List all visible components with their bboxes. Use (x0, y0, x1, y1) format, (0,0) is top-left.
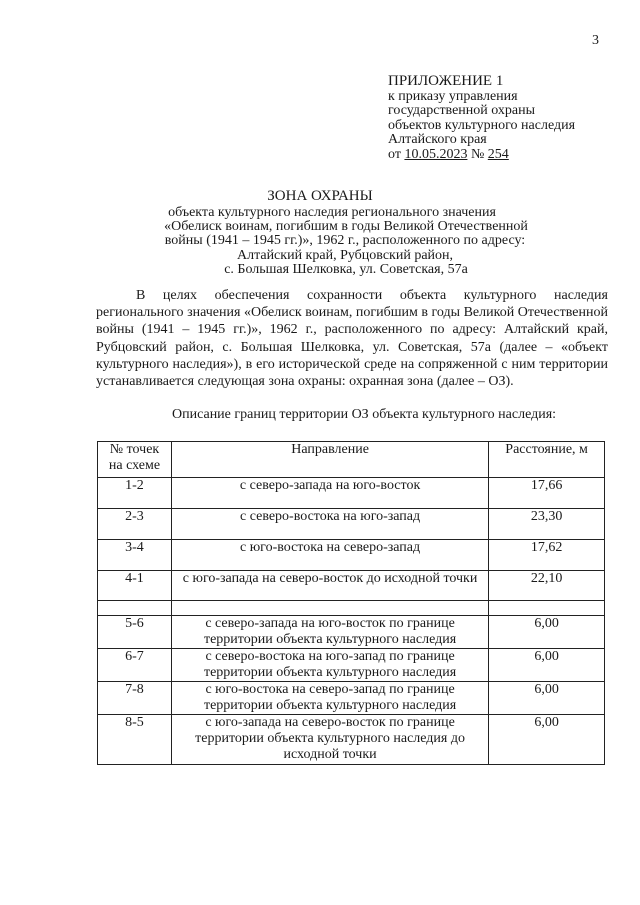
table-header-row (98, 442, 605, 478)
body-paragraph (96, 287, 608, 390)
table-row (98, 509, 605, 540)
table-row (98, 540, 605, 571)
page-number: 3 (592, 33, 599, 48)
heading-line: объекта культурного наследия регионального значения (168, 205, 496, 220)
number-sign: № (467, 146, 488, 162)
cell-points: 5-6 (98, 616, 172, 649)
header-distance: Расстояние, м (489, 442, 605, 478)
cell-direction: с северо-востока на юго-запад по границе территории объекта культурного наследия (171, 649, 488, 682)
cell-points: 4-1 (98, 571, 172, 601)
empty-cell (171, 601, 488, 616)
appendix-date-line (388, 148, 628, 163)
table-row (98, 571, 605, 601)
appendix-block (388, 74, 628, 162)
heading-line: войны (1941 – 1945 гг.)», 1962 г., расположенного по адресу: (164, 233, 526, 249)
appendix-line: объектов культурного наследия (388, 117, 576, 133)
cell-direction: с северо-запада на юго-восток по границе территории объекта культурного наследия (171, 616, 488, 649)
cell-direction: с юго-запада на северо-восток по границе территории объекта культурного наследия до исходной точки (171, 715, 488, 765)
table-row (98, 478, 605, 509)
cell-points: 7-8 (98, 682, 172, 715)
cell-distance: 6,00 (489, 682, 605, 715)
appendix-line: к приказу управления (388, 88, 518, 104)
cell-direction: с юго-востока на северо-запад (171, 540, 488, 571)
cell-distance: 6,00 (489, 616, 605, 649)
table-row (98, 616, 605, 649)
cell-points: 8-5 (98, 715, 172, 765)
cell-distance: 22,10 (489, 571, 605, 601)
table-separator-row (98, 601, 605, 616)
empty-cell (489, 601, 605, 616)
order-number: 254 (487, 146, 509, 162)
appendix-line: Алтайского края (388, 132, 487, 147)
cell-direction: с северо-востока на юго-запад (171, 509, 488, 540)
cell-distance: 17,66 (489, 478, 605, 509)
empty-cell (98, 601, 172, 616)
boundary-table (97, 441, 605, 765)
order-date: 10.05.2023 (404, 146, 468, 162)
table-row (98, 715, 605, 765)
cell-direction: с юго-запада на северо-восток до исходной точки (171, 571, 488, 601)
table-row (98, 682, 605, 715)
table-row (98, 649, 605, 682)
heading-line: с. Большая Шелковка, ул. Советская, 57а (224, 261, 468, 277)
cell-direction: с юго-востока на северо-запад по границе территории объекта культурного наследия (171, 682, 488, 715)
heading-line: «Обелиск воинам, погибшим в годы Великой Отечественной (164, 219, 528, 235)
heading-line: Алтайский край, Рубцовский район, (236, 247, 454, 263)
cell-distance: 23,30 (489, 509, 605, 540)
cell-distance: 6,00 (489, 715, 605, 765)
header-direction: Направление (171, 442, 488, 478)
cell-distance: 6,00 (489, 649, 605, 682)
cell-points: 2-3 (98, 509, 172, 540)
cell-distance: 17,62 (489, 540, 605, 571)
appendix-title: ПРИЛОЖЕНИЕ 1 (388, 73, 504, 89)
cell-direction: с северо-запада на юго-восток (171, 478, 488, 509)
header-points: № точек на схеме (98, 442, 172, 478)
appendix-line: государственной охраны (388, 103, 536, 118)
table-caption: Описание границ территории ОЗ объекта культурного наследия: (172, 407, 557, 422)
cell-points: 1-2 (98, 478, 172, 509)
cell-points: 3-4 (98, 540, 172, 571)
body-paragraph-text: В целях обеспечения сохранности объекта культурного наследия регионального значения «Обелиск воинам, погибшим в годы Великой Отечественной войны (1941 – 1945 гг.)», 1962 г., расположенного по адресу: Алтайский край, Рубцовский район, с. Большая Шелковка, ул. Советская, 57а (далее – «объект культурного наследия»), в его исторической среде на сопряженной с ним территории устанавливается следующая зона охраны: охранная зона (далее – ОЗ). (96, 288, 608, 390)
cell-points: 6-7 (98, 649, 172, 682)
document-title: ЗОНА ОХРАНЫ (267, 188, 373, 204)
date-prefix: от (388, 146, 405, 162)
heading-block (0, 188, 640, 277)
